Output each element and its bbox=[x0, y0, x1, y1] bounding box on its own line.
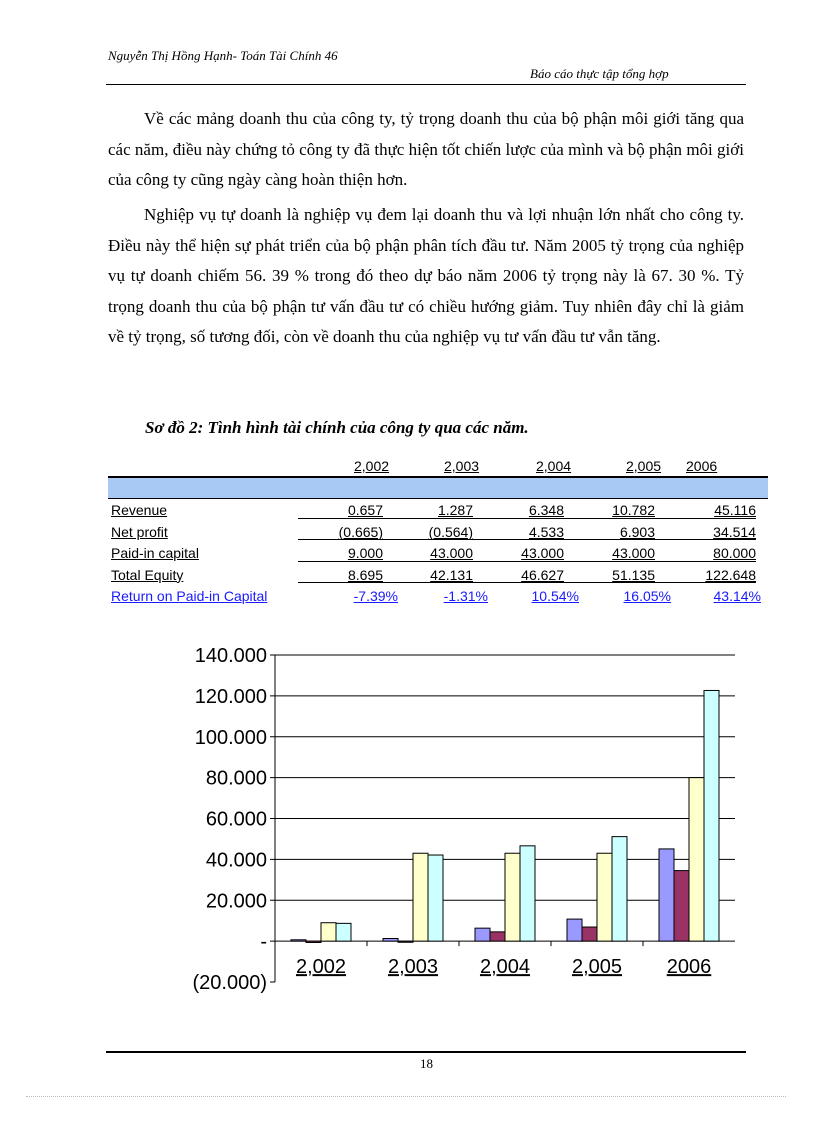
table-cell: 10.54% bbox=[531, 588, 579, 604]
y-tick-label: 100.000 bbox=[194, 726, 267, 749]
bar-total-equity bbox=[612, 837, 627, 942]
table-cell: 16.05% bbox=[623, 588, 671, 604]
footer-rule bbox=[106, 1051, 746, 1053]
year-header: 2,005 bbox=[626, 458, 662, 474]
table-row bbox=[108, 499, 768, 521]
table-row bbox=[108, 564, 768, 586]
table-cell: 1.287 bbox=[437, 502, 473, 518]
bar-net-profit bbox=[674, 871, 689, 942]
table-cell: -1.31% bbox=[443, 588, 488, 604]
header-rule bbox=[106, 84, 746, 85]
table-cell: 9.000 bbox=[347, 545, 383, 561]
table-row bbox=[108, 521, 768, 543]
table-cell: 4.533 bbox=[528, 523, 564, 540]
table-cell: 6.903 bbox=[619, 523, 655, 540]
header-author: Nguyễn Thị Hồng Hạnh- Toán Tài Chính 46 bbox=[108, 48, 338, 63]
bar-revenue bbox=[567, 919, 582, 941]
financial-table bbox=[108, 454, 768, 607]
x-tick-label: 2006 bbox=[666, 956, 712, 979]
table-cell: 8.695 bbox=[347, 566, 383, 583]
bar-paid-in-capital bbox=[413, 853, 428, 941]
bar-revenue bbox=[659, 849, 674, 941]
table-cell: 6.348 bbox=[528, 502, 564, 518]
bar-paid-in-capital bbox=[689, 778, 704, 942]
table-cell: (0.665) bbox=[338, 523, 383, 540]
row-label: Return on Paid-in Capital bbox=[111, 588, 268, 604]
financial-bar-chart bbox=[180, 640, 760, 1000]
row-rule bbox=[298, 582, 756, 583]
y-tick-label: (20.000) bbox=[192, 972, 267, 994]
page-number: 18 bbox=[420, 1056, 433, 1071]
bar-net-profit bbox=[582, 927, 597, 941]
bar-total-equity bbox=[704, 690, 719, 941]
y-tick-label: 20.000 bbox=[205, 890, 267, 913]
bar-paid-in-capital bbox=[597, 853, 612, 941]
row-rule bbox=[298, 518, 756, 519]
table-cell: 80.000 bbox=[713, 545, 756, 561]
y-tick-label: 120.000 bbox=[194, 685, 267, 708]
paragraph-1: Về các mảng doanh thu của công ty, tỷ trọng doanh thu của bộ phận môi giới tăng qua các năm, điều này chứng tỏ công ty đã thực hiện tốt chiến lược của mình và bộ phận môi giới của công ty cũng ngày càng hoàn thiện hơn. bbox=[108, 109, 744, 189]
y-tick-label: 80.000 bbox=[205, 767, 267, 790]
bar-net-profit bbox=[490, 932, 505, 941]
bar-total-equity bbox=[520, 846, 535, 941]
x-tick-label: 2,004 bbox=[479, 956, 531, 979]
header-report-title: Báo cáo thực tập tổng hợp bbox=[530, 66, 669, 81]
row-rule bbox=[298, 539, 756, 540]
bar-total-equity bbox=[336, 923, 351, 941]
bar-paid-in-capital bbox=[321, 923, 336, 941]
table-cell: 51.135 bbox=[612, 566, 655, 583]
year-header: 2,003 bbox=[444, 458, 480, 474]
table-cell: 34.514 bbox=[713, 523, 756, 540]
table-cell: 43.000 bbox=[430, 545, 473, 561]
page-edge bbox=[26, 1096, 786, 1097]
table-header-row bbox=[108, 454, 768, 478]
table-cell: -7.39% bbox=[353, 588, 398, 604]
table-cell: 42.131 bbox=[430, 566, 473, 583]
x-tick-label: 2,002 bbox=[295, 956, 347, 979]
bar-net-profit bbox=[398, 941, 413, 942]
bar-paid-in-capital bbox=[505, 853, 520, 941]
row-rule bbox=[298, 561, 756, 562]
table-cell: 122.648 bbox=[705, 566, 756, 583]
year-header: 2,002 bbox=[354, 458, 390, 474]
table-cell: 10.782 bbox=[612, 502, 655, 518]
y-tick-label: 140.000 bbox=[194, 645, 267, 667]
row-label: Revenue bbox=[111, 502, 168, 518]
header-band bbox=[108, 478, 768, 499]
row-label: Paid-in capital bbox=[111, 545, 199, 561]
bar-net-profit bbox=[306, 941, 321, 942]
table-cell: 0.657 bbox=[347, 502, 383, 518]
y-tick-label: 60.000 bbox=[205, 808, 267, 831]
y-tick-label: - bbox=[260, 931, 267, 954]
row-label: Net profit bbox=[111, 523, 168, 540]
table-row bbox=[108, 585, 768, 607]
table-cell: 43.000 bbox=[521, 545, 564, 561]
bar-total-equity bbox=[428, 855, 443, 941]
table-cell: 43.14% bbox=[713, 588, 761, 604]
x-tick-label: 2,003 bbox=[387, 956, 439, 979]
bar-revenue bbox=[475, 928, 490, 941]
table-row bbox=[108, 542, 768, 564]
bar-revenue bbox=[383, 938, 398, 941]
paragraph-2: Nghiệp vụ tự doanh là nghiệp vụ đem lại doanh thu và lợi nhuận lớn nhất cho công ty. Điều này thể hiện sự phát triển của bộ phận phân tích đầu tư. Năm 2005 tỷ trọng của nghiệp vụ tự doanh chiếm 56. 39 % trong đó theo dự báo năm 2006 tỷ trọng này là 67. 30 %. Tỷ trọng doanh thu của bộ phận tư vấn đầu tư có chiều hướng giảm. Tuy nhiên đây chỉ là giảm về tỷ trọng, số tương đối, còn về doanh thu của nghiệp vụ tư vấn đầu tư vẫn tăng. bbox=[108, 205, 744, 346]
table-cell: 46.627 bbox=[521, 566, 564, 583]
table-cell: 43.000 bbox=[612, 545, 655, 561]
year-header: 2,004 bbox=[536, 458, 572, 474]
bar-revenue bbox=[291, 940, 306, 941]
y-tick-label: 40.000 bbox=[205, 849, 267, 872]
figure-caption: Sơ đồ 2: Tình hình tài chính của công ty qua các năm. bbox=[145, 418, 529, 437]
x-tick-label: 2,005 bbox=[571, 956, 623, 979]
year-header: 2006 bbox=[686, 458, 718, 474]
table-cell: (0.564) bbox=[428, 523, 473, 540]
table-cell: 45.116 bbox=[714, 502, 756, 518]
row-label: Total Equity bbox=[111, 566, 184, 583]
